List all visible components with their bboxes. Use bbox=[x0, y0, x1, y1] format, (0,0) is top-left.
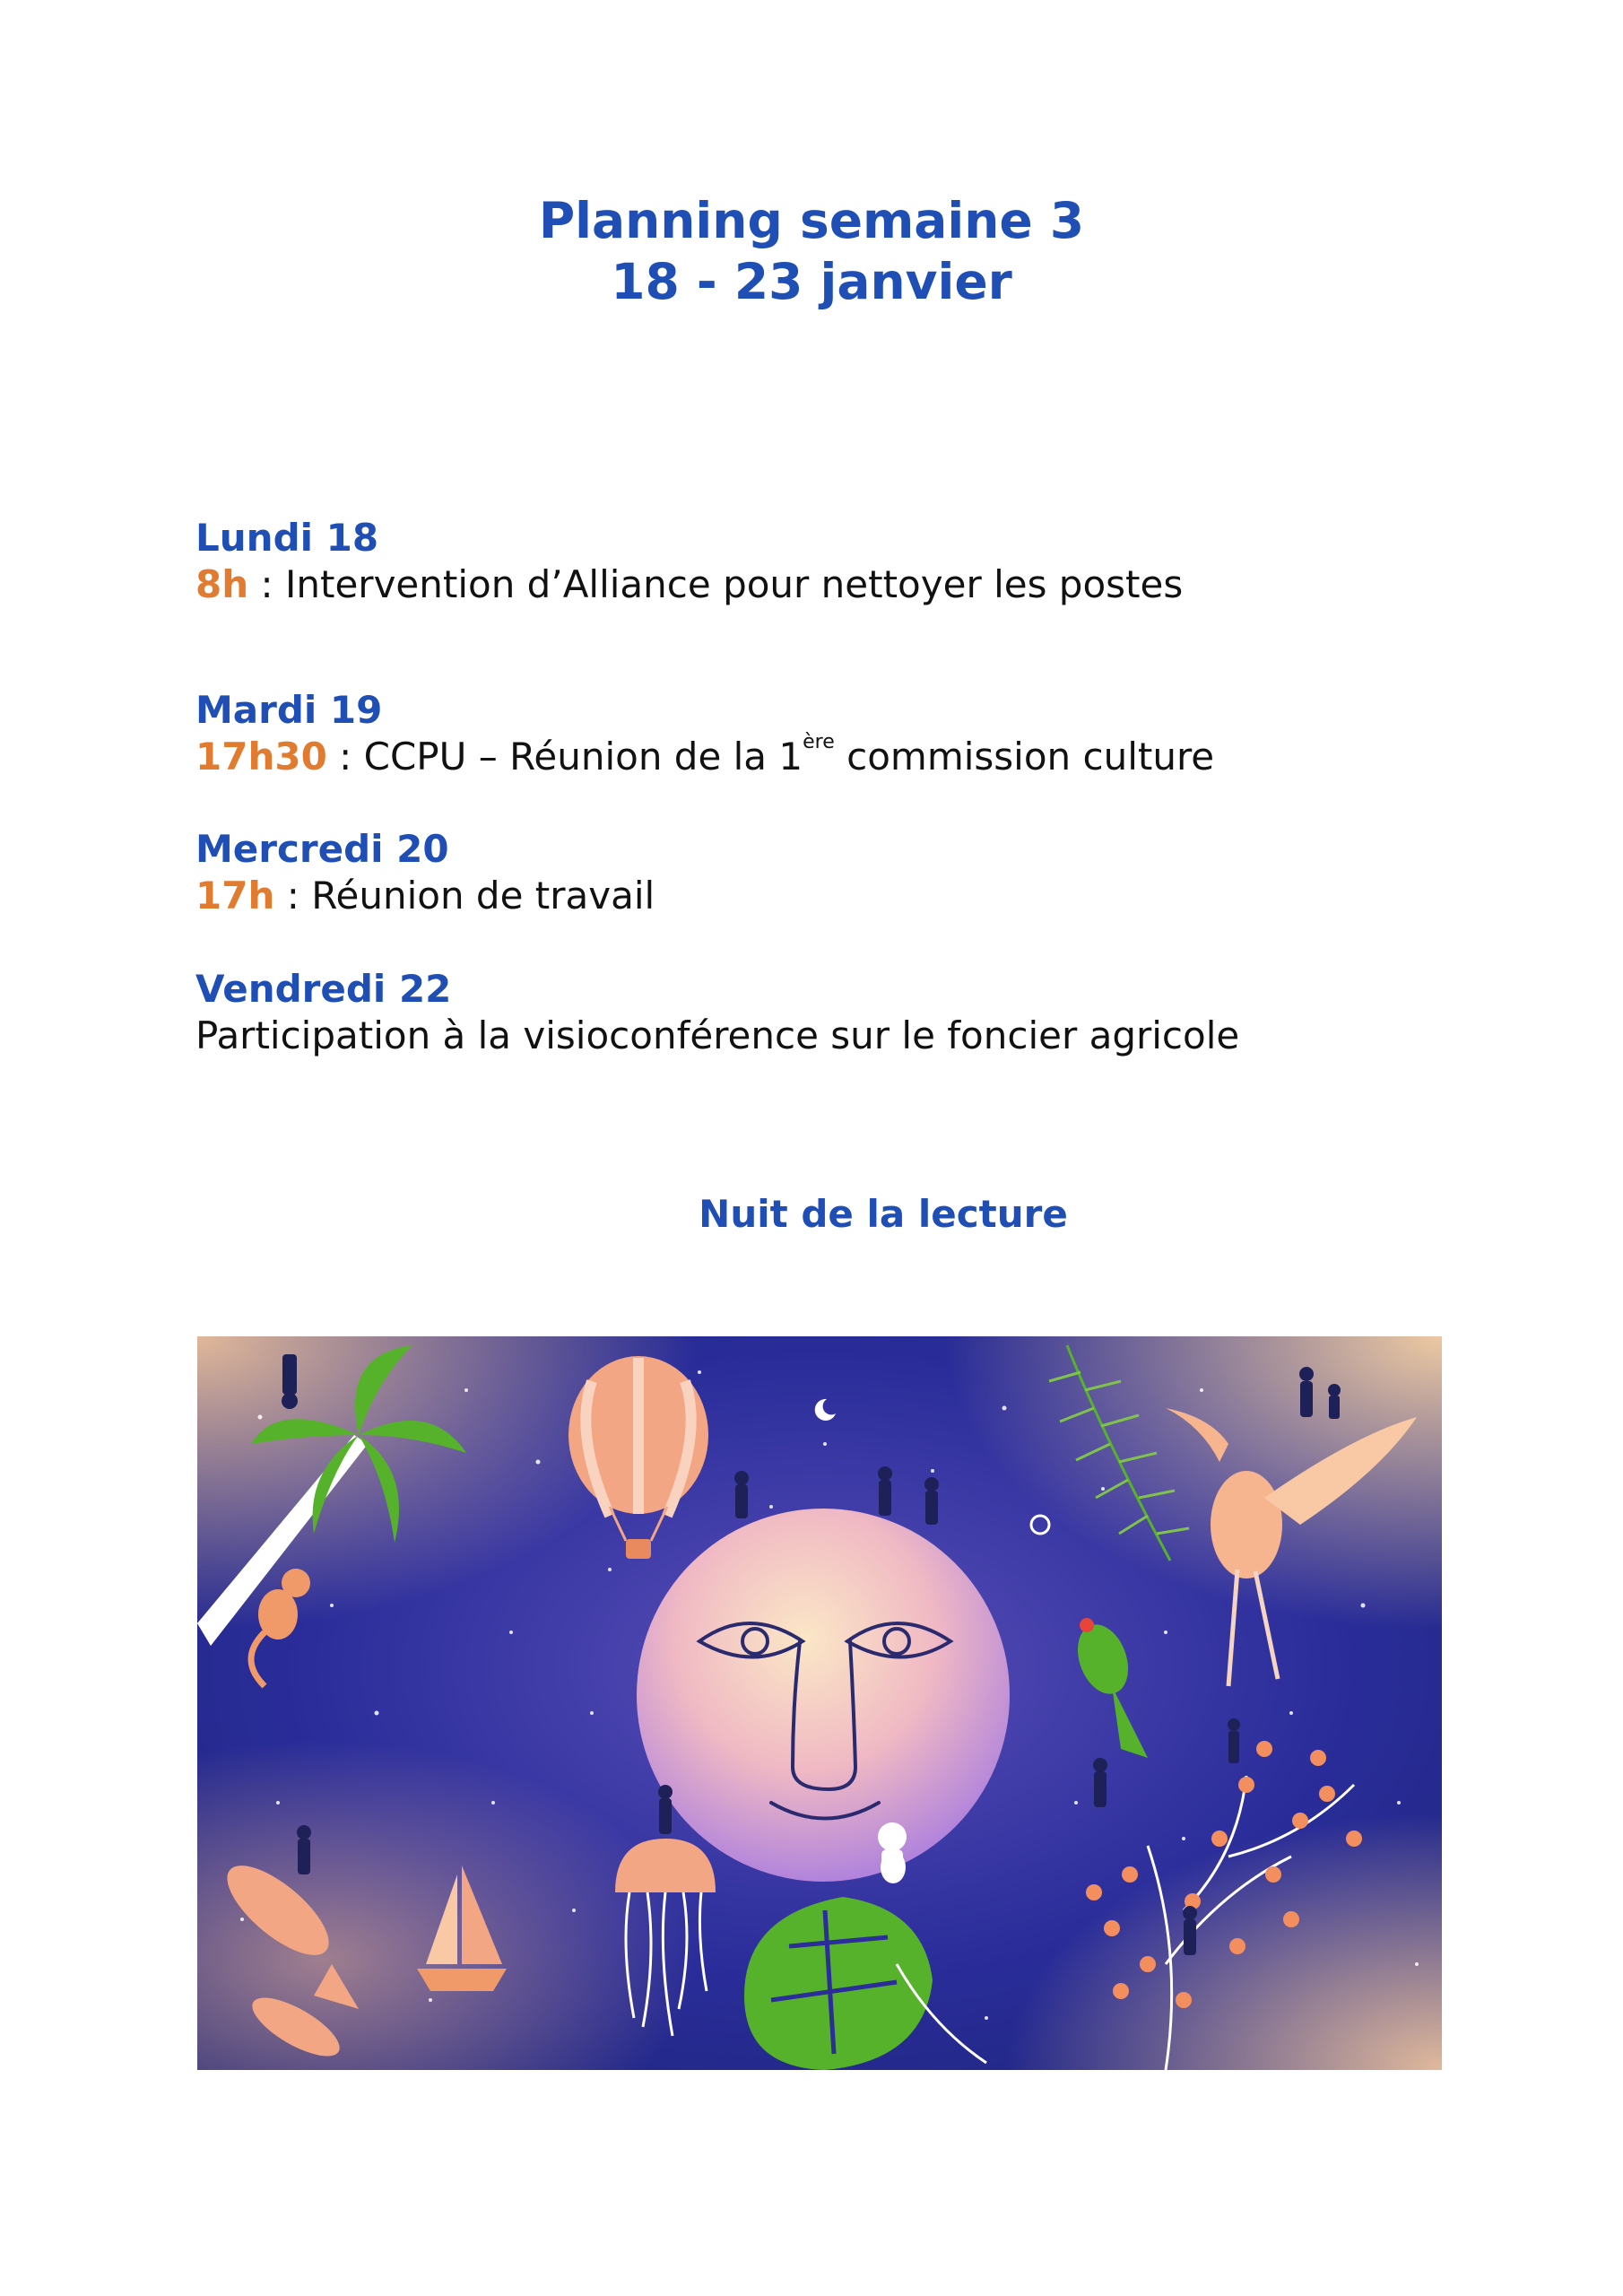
schedule-entry-lundi bbox=[195, 561, 1183, 608]
title-line-2: 18 - 23 janvier bbox=[611, 253, 1012, 310]
day-heading-vendredi: Vendredi 22 bbox=[195, 967, 452, 1011]
entry-separator: : bbox=[248, 562, 285, 606]
entry-separator: : bbox=[274, 874, 312, 918]
schedule-entry-vendredi bbox=[195, 1013, 1239, 1059]
entry-text: Intervention d’Alliance pour nettoyer les postes bbox=[284, 562, 1184, 606]
section-title: Nuit de la lecture bbox=[699, 1192, 1068, 1236]
entry-separator: : bbox=[326, 735, 364, 778]
title-line-1: Planning semaine 3 bbox=[538, 192, 1085, 249]
entry-text: Réunion de travail bbox=[311, 874, 655, 918]
entry-text: Participation à la visioconférence sur le foncier agricole bbox=[195, 1013, 1240, 1057]
entry-time: 8h bbox=[195, 562, 249, 606]
entry-superscript: ère bbox=[803, 731, 835, 753]
day-heading-mardi: Mardi 19 bbox=[195, 688, 383, 732]
entry-time: 17h bbox=[195, 874, 275, 918]
entry-time: 17h30 bbox=[195, 735, 327, 778]
night-sky-illustration bbox=[197, 1336, 1442, 2070]
day-heading-mercredi: Mercredi 20 bbox=[195, 827, 449, 871]
page-title bbox=[0, 190, 1623, 312]
entry-text: CCPU – Réunion de la 1 bbox=[363, 735, 803, 778]
entry-text-end: commission culture bbox=[834, 735, 1215, 778]
schedule-entry-mardi bbox=[195, 731, 1215, 780]
schedule-entry-mercredi bbox=[195, 873, 655, 919]
day-heading-lundi: Lundi 18 bbox=[195, 516, 379, 560]
